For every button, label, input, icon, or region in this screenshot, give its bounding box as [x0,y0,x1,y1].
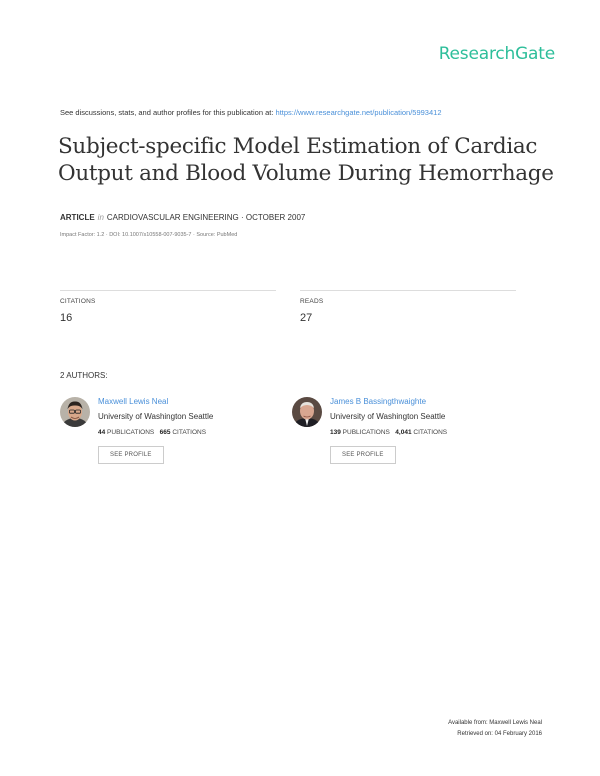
impact-line: Impact Factor: 1.2 · DOI: 10.1007/s10558-007-9035-7 · Source: PubMed [60,232,238,238]
publications-count: 44 [98,429,106,436]
journal-name: CARDIOVASCULAR ENGINEERING [106,213,239,222]
citations-label: CITATIONS [172,429,207,436]
reads-value: 27 [300,312,313,324]
discussion-text: See discussions, stats, and author profiles for this publication at: [60,108,276,117]
publications-label: PUBLICATIONS [107,429,155,436]
available-from: Available from: Maxwell Lewis Neal [448,720,542,726]
researchgate-logo[interactable]: ResearchGate [438,44,555,64]
author-institution: University of Washington Seattle [330,412,446,421]
avatar[interactable] [292,397,322,427]
footer [448,718,542,740]
retrieved-on: Retrieved on: 04 February 2016 [457,731,542,737]
author-name[interactable]: James B Bassingthwaighte [330,397,427,406]
reads-label: READS [300,298,324,305]
author-name[interactable]: Maxwell Lewis Neal [98,397,169,406]
publication-link[interactable]: https://www.researchgate.net/publication/5993412 [275,108,442,117]
publications-label: PUBLICATIONS [342,429,390,436]
author-counts [98,429,298,436]
citations-count: 665 [159,429,171,436]
publication-date: · OCTOBER 2007 [241,213,306,222]
see-profile-button[interactable]: SEE PROFILE [330,446,396,464]
title-line-2: Output and Blood Volume During Hemorrhage [58,161,554,186]
in-word: in [97,213,104,222]
publications-count: 139 [330,429,341,436]
title-line-1: Subject-specific Model Estimation of Cardiac [58,134,538,159]
citations-stat [60,290,276,324]
article-type: ARTICLE [60,213,95,222]
author-counts [330,429,530,436]
see-profile-button[interactable]: SEE PROFILE [98,446,164,464]
author-info [330,397,530,464]
citations-count: 4,041 [395,429,412,436]
reads-stat [300,290,516,324]
discussion-note [60,108,442,117]
citations-value: 16 [60,312,73,324]
article-meta [60,213,305,222]
authors-heading: 2 AUTHORS: [60,371,108,380]
paper-title [58,133,558,187]
author-info [98,397,298,464]
citations-label: CITATIONS [60,298,96,305]
author-institution: University of Washington Seattle [98,412,214,421]
avatar[interactable] [60,397,90,427]
citations-label: CITATIONS [413,429,448,436]
